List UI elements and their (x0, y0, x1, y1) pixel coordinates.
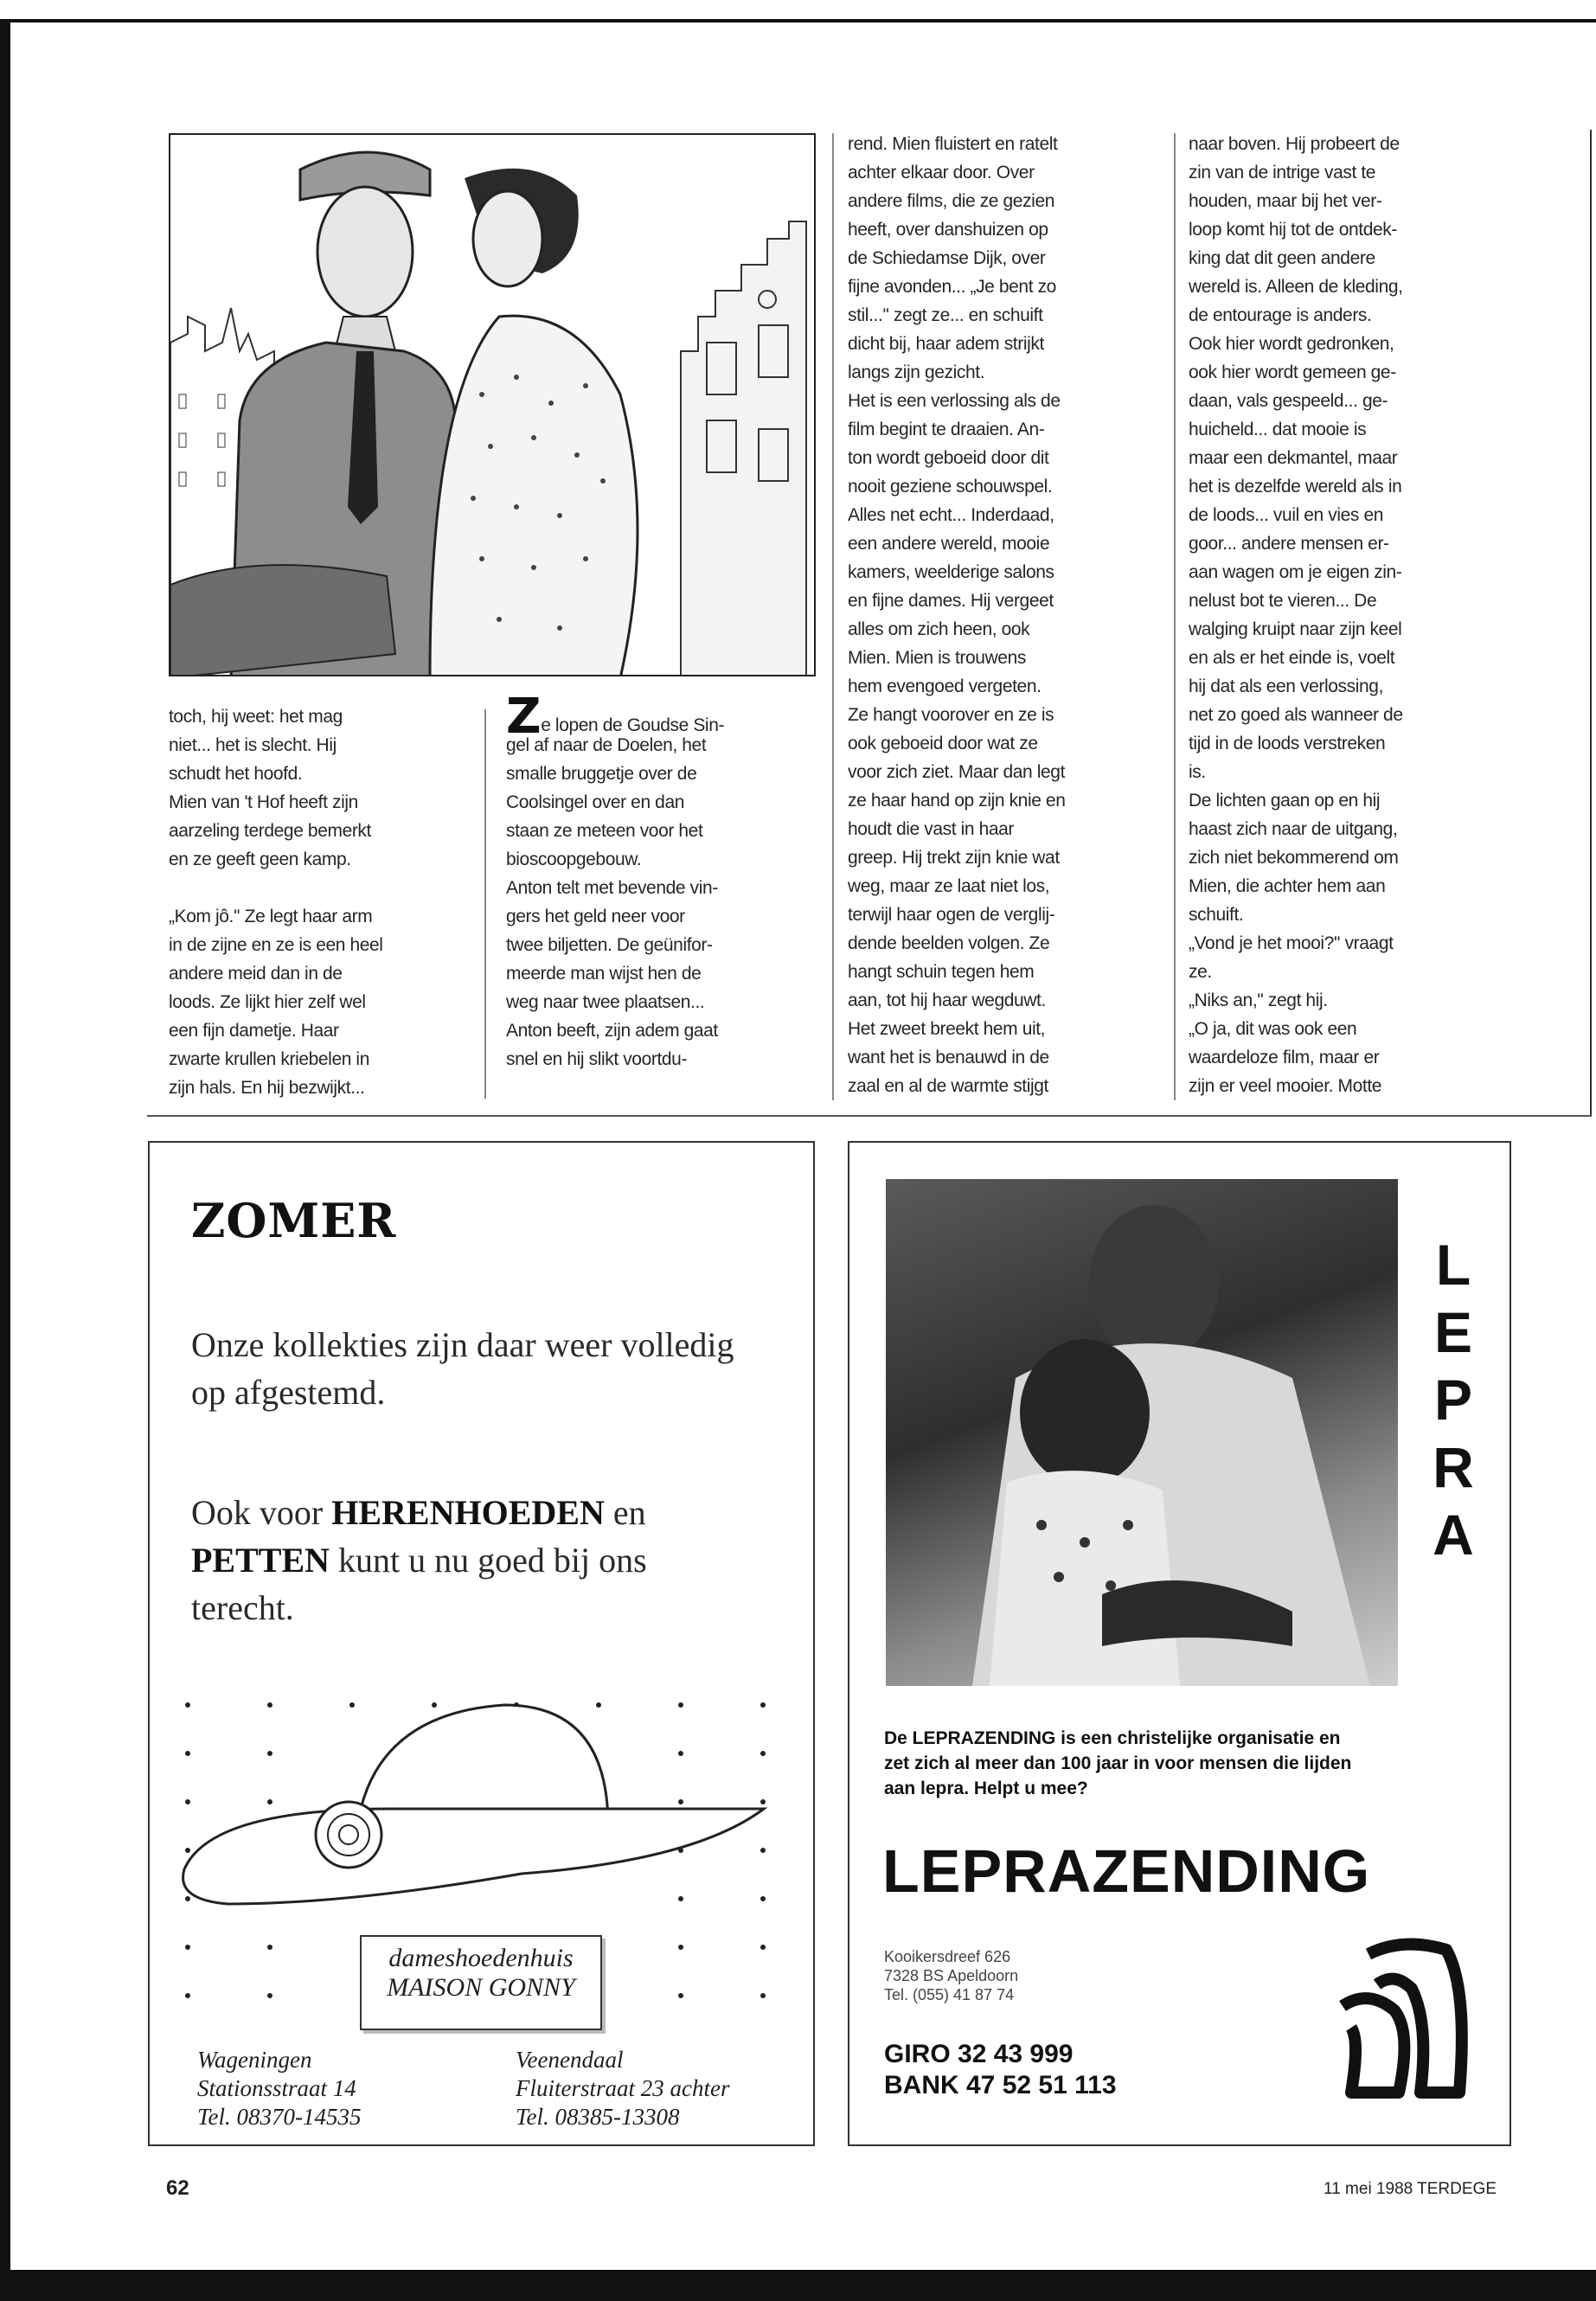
article-line: alles om zich heen, ook (848, 619, 1030, 639)
article-line: Mien. Mien is trouwens (848, 648, 1026, 668)
pattern-dot (678, 1993, 683, 1998)
article-line: heeft, over danshuizen op (848, 220, 1048, 240)
pattern-dot (267, 1945, 272, 1950)
branch-street: Fluiterstraat 23 achter (516, 2075, 730, 2101)
ad-text: en (604, 1493, 646, 1532)
ad-heading: ZOMER (191, 1193, 397, 1248)
article-line: film begint te draaien. An- (848, 420, 1045, 439)
article-line: hij dat als een verlossing, (1189, 676, 1383, 696)
vertical-letter: P (1433, 1368, 1473, 1432)
article-line: ton wordt geboeid door dit (848, 448, 1049, 468)
article-line: tijd in de loods verstreken (1189, 734, 1386, 753)
article-line: en fijne dames. Hij vergeet (848, 591, 1054, 611)
drop-cap: Z (506, 689, 542, 745)
branch-city: Veenendaal (516, 2047, 624, 2073)
pattern-dot (596, 1702, 601, 1708)
article-line: kamers, weelderige salons (848, 562, 1054, 582)
address-line: 7328 BS Apeldoorn (884, 1967, 1019, 1984)
article-line: toch, hij weet: het mag (169, 707, 343, 727)
article-line: de entourage is anders. (1189, 305, 1372, 325)
story-illustration (169, 133, 816, 676)
article-line: loop komt hij tot de ontdek- (1189, 220, 1397, 240)
article-line: aan wagen om je eigen zin- (1189, 562, 1402, 582)
pattern-dot (267, 1799, 272, 1804)
lepra-advertisement (848, 1141, 1511, 2146)
article-line: naar boven. Hij probeert de (1189, 134, 1400, 154)
pattern-dot (432, 1702, 437, 1708)
article-line: stil...'' zegt ze... en schuift (848, 305, 1043, 325)
article-line: Anton beeft, zijn adem gaat (506, 1021, 718, 1041)
article-line: aarzeling terdege bemerkt (169, 821, 371, 841)
branch-wageningen (197, 2046, 362, 2131)
article-line: de loods... vuil en vies en (1189, 505, 1384, 525)
article-line: en als er het einde is, voelt (1189, 648, 1395, 668)
ad-text-bold: PETTEN (191, 1541, 330, 1580)
pattern-dot (678, 1896, 683, 1901)
article-line: schudt het hoofd. (169, 764, 303, 784)
article-line: achter elkaar door. Over (848, 163, 1035, 183)
lepra-logo-icon (1317, 1937, 1472, 2101)
article-line: nelust bot te vieren... De (1189, 591, 1377, 611)
article-line: houden, maar bij het ver- (1189, 191, 1382, 211)
article-line: Mien, die achter hem aan (1189, 876, 1386, 896)
article-column-1 (169, 702, 383, 1102)
pattern-dot (760, 1848, 766, 1853)
article-line: ze haar hand op zijn knie en (848, 791, 1066, 811)
article-line: greep. Hij trekt zijn knie wat (848, 848, 1060, 868)
article-line: twee biljetten. De geünifor- (506, 935, 713, 955)
article-line: gel af naar de Doelen, het (506, 735, 707, 755)
article-line: andere films, die ze gezien (848, 191, 1055, 211)
pattern-dot (678, 1799, 683, 1804)
article-line: is. (1189, 762, 1206, 782)
pattern-dot (185, 1848, 190, 1853)
ad-body-2 (191, 1489, 647, 1631)
article-line: ook geboeid door wat ze (848, 734, 1038, 753)
article-line: smalle bruggetje over de (506, 764, 697, 784)
article-column-2 (506, 689, 725, 1074)
column-divider (484, 709, 486, 1099)
page-number: 62 (166, 2176, 189, 2200)
article-line: weg, maar ze laat niet los, (848, 876, 1050, 896)
article-line: „Vond je het mooi?'' vraagt (1189, 933, 1394, 953)
article-line: De lichten gaan op en hij (1189, 791, 1381, 811)
pattern-dot (185, 1702, 190, 1708)
lepra-accounts (884, 2039, 1117, 2101)
lepra-vertical-word (1427, 1231, 1479, 1568)
article-line: Mien van 't Hof heeft zijn (169, 792, 358, 812)
article-line: daan, vals gespeeld... ge- (1189, 391, 1388, 411)
article-line: in de zijne en ze is een heel (169, 935, 383, 955)
vertical-letter: R (1433, 1435, 1474, 1499)
vertical-letter: E (1433, 1300, 1473, 1364)
pattern-dot (678, 1945, 683, 1950)
bank-number: BANK 47 52 51 113 (884, 2071, 1117, 2099)
pattern-dot (185, 1945, 190, 1950)
address-line: Tel. (055) 41 87 74 (884, 1986, 1015, 2003)
article-line (169, 874, 383, 902)
article-line: een andere wereld, mooie (848, 534, 1050, 554)
pattern-dot (678, 1751, 683, 1756)
article-line: rend. Mien fluistert en ratelt (848, 134, 1058, 154)
article-line: waardeloze film, maar er (1189, 1048, 1380, 1067)
pattern-dot (760, 1896, 766, 1901)
pattern-dot (760, 1799, 766, 1804)
ad-text: terecht. (191, 1588, 294, 1627)
article-line: maar een dekmantel, maar (1189, 448, 1398, 468)
section-rule (147, 1115, 1592, 1117)
branch-phone: Tel. 08370-14535 (197, 2104, 362, 2130)
pattern-dot (185, 1896, 190, 1901)
intro-line: aan lepra. Helpt u mee? (884, 1779, 1088, 1798)
article-line: net zo goed als wanneer de (1189, 705, 1403, 725)
pattern-dot (267, 1702, 272, 1708)
column-divider (1174, 133, 1176, 1100)
pattern-dot (760, 1945, 766, 1950)
article-line: voor zich ziet. Maar dan legt (848, 762, 1066, 782)
article-line: hangt schuin tegen hem (848, 962, 1035, 982)
issue-info: 11 mei 1988 TERDEGE (1324, 2180, 1497, 2198)
article-line: terwijl haar ogen de verglij- (848, 905, 1055, 925)
intro-line: De LEPRAZENDING is een christelijke organisatie en (884, 1728, 1341, 1748)
article-line: want het is benauwd in de (848, 1048, 1049, 1067)
column-divider (832, 133, 834, 1100)
article-line: huicheld... dat mooie is (1189, 420, 1367, 439)
lepra-address (884, 1947, 1018, 2004)
article-line: wereld is. Alleen de kleding, (1189, 277, 1403, 297)
lepra-name: LEPRAZENDING (882, 1837, 1371, 1905)
article-line: Het zweet breekt hem uit, (848, 1019, 1046, 1039)
article-line: hem evengoed vergeten. (848, 676, 1042, 696)
article-line: en ze geeft geen kamp. (169, 849, 351, 869)
article-line: de Schiedamse Dijk, over (848, 248, 1046, 268)
page-border-bottom (0, 2270, 1596, 2301)
article-line: walging kruipt naar zijn keel (1189, 619, 1402, 639)
article-line: zijn er veel mooier. Motte (1189, 1076, 1382, 1096)
article-line: meerde man wijst hen de (506, 964, 702, 984)
article-line: king dat dit geen andere (1189, 248, 1375, 268)
branch-street: Stationsstraat 14 (197, 2075, 356, 2101)
pattern-dot (760, 1993, 766, 1998)
article-column-2-lines (506, 731, 724, 1074)
branch-city: Wageningen (197, 2047, 312, 2073)
address-line: Kooikersdreef 626 (884, 1948, 1011, 1965)
branch-phone: Tel. 08385-13308 (516, 2104, 680, 2130)
lepra-intro (884, 1726, 1351, 1801)
article-line: zijn hals. En hij bezwijkt... (169, 1078, 365, 1098)
shop-type: dameshoedenhuis (388, 1944, 574, 1972)
pattern-dot (760, 1702, 766, 1708)
intro-line: zet zich al meer dan 100 jaar in voor mensen die lijden (884, 1753, 1352, 1773)
article-line: weg naar twee plaatsen... (506, 992, 705, 1012)
article-line: snel en hij slikt voortdu- (506, 1049, 688, 1069)
article-line: zich niet bekommerend om (1189, 848, 1399, 868)
pattern-dot (349, 1702, 355, 1708)
article-line: zwarte krullen kriebelen in (169, 1049, 369, 1069)
ad-text: op afgestemd. (191, 1373, 386, 1412)
article-line: „Kom jô.'' Ze legt haar arm (169, 907, 373, 926)
article-line: haast zich naar de uitgang, (1189, 819, 1398, 839)
article-line: een fijn dametje. Haar (169, 1021, 339, 1041)
column-rule-right (1590, 130, 1592, 1116)
page-border-left (0, 19, 10, 2277)
article-line: gers het geld neer voor (506, 907, 685, 926)
article-line: aan, tot hij haar wegduwt. (848, 990, 1046, 1010)
shop-name: MAISON GONNY (387, 1973, 575, 2002)
ad-text: kunt u nu goed bij ons (330, 1541, 647, 1580)
article-line: Coolsingel over en dan (506, 792, 685, 812)
article-line: bioscoopgebouw. (506, 849, 642, 869)
article-line: nooit geziene schouwspel. (848, 477, 1053, 497)
ad-text: Onze kollekties zijn daar weer volledig (191, 1325, 734, 1364)
article-line: ook hier wordt gemeen ge- (1189, 362, 1396, 382)
article-line: het is dezelfde wereld als in (1189, 477, 1402, 497)
lepra-photo (886, 1179, 1398, 1686)
article-line: zaal en al de warmte stijgt (848, 1076, 1048, 1096)
article-line: fijne avonden... „Je bent zo (848, 277, 1056, 297)
pattern-dot (267, 1751, 272, 1756)
article-line: Alles net echt... Inderdaad, (848, 505, 1054, 525)
shop-name-box (360, 1935, 602, 2030)
vertical-letter: L (1435, 1233, 1471, 1297)
pattern-dot (185, 1751, 190, 1756)
pattern-dot (267, 1993, 272, 1998)
pattern-dot (185, 1799, 190, 1804)
article-line: Ze hangt voorover en ze is (848, 705, 1054, 725)
giro-number: GIRO 32 43 999 (884, 2040, 1074, 2068)
pattern-dot (185, 1993, 190, 1998)
pattern-dot (678, 1702, 683, 1708)
article-line: andere meid dan in de (169, 964, 343, 984)
article-line: schuift. (1189, 905, 1244, 925)
article-column-3 (848, 130, 1066, 1100)
article-line: e lopen de Goudse Sin- (541, 715, 725, 735)
article-line: houdt die vast in haar (848, 819, 1015, 839)
article-line: langs zijn gezicht. (848, 362, 985, 382)
page-border-top (0, 19, 1596, 22)
hat-shop-advertisement (148, 1141, 815, 2146)
vertical-letter: A (1433, 1503, 1474, 1567)
article-column-4 (1189, 130, 1403, 1100)
ad-text-bold: HERENHOEDEN (331, 1493, 605, 1532)
ad-text: Ook voor (191, 1493, 332, 1532)
article-line: Het is een verlossing als de (848, 391, 1061, 411)
ad-body-1 (191, 1321, 734, 1416)
article-line: Anton telt met bevende vin- (506, 878, 718, 898)
article-line: ze. (1189, 962, 1212, 982)
article-line: „O ja, dit was ook een (1189, 1019, 1357, 1039)
branch-veenendaal (516, 2046, 729, 2131)
article-line: loods. Ze lijkt hier zelf wel (169, 992, 366, 1012)
article-line: dicht bij, haar adem strijkt (848, 334, 1044, 354)
article-line: zin van de intrige vast te (1189, 163, 1376, 183)
article-line: „Niks an,'' zegt hij. (1189, 990, 1328, 1010)
article-line: Ook hier wordt gedronken, (1189, 334, 1394, 354)
article-line: dende beelden volgen. Ze (848, 933, 1050, 953)
article-line: staan ze meteen voor het (506, 821, 703, 841)
pattern-dot (760, 1751, 766, 1756)
article-line: goor... andere mensen er- (1189, 534, 1389, 554)
article-line: niet... het is slecht. Hij (169, 735, 337, 755)
